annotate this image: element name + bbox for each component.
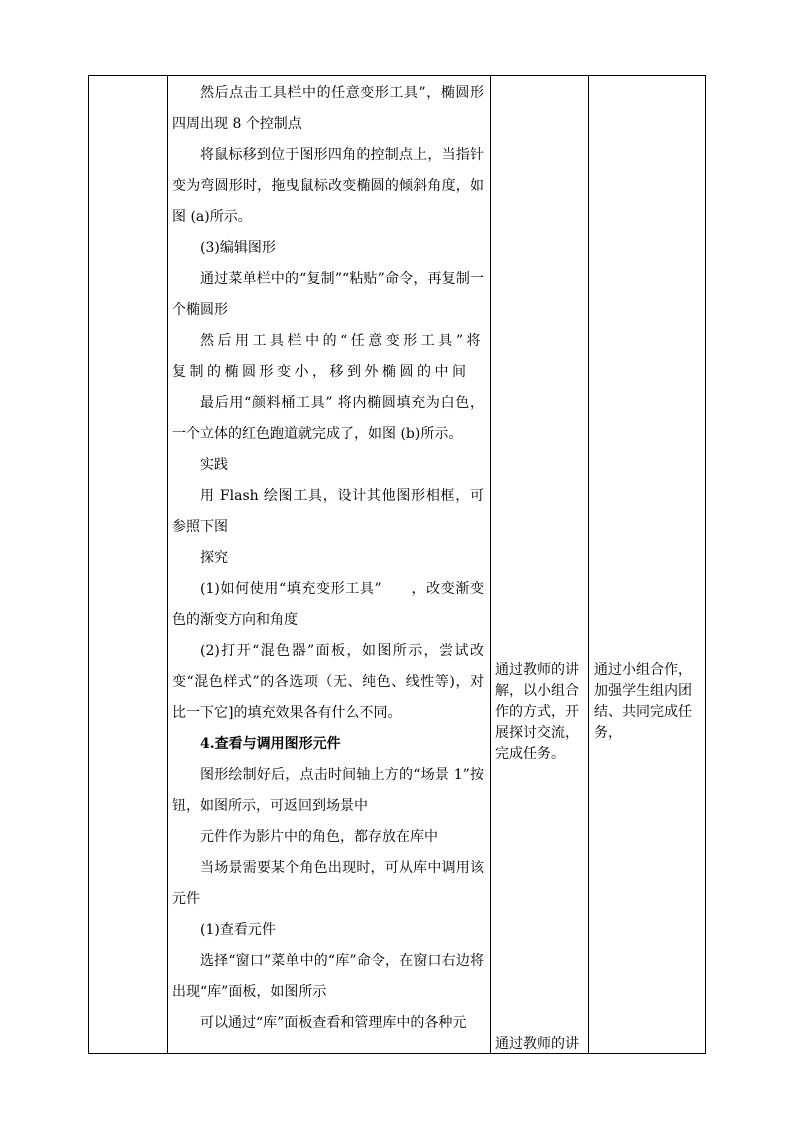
section-heading: (3)编辑图形 [200,240,276,256]
column-divider [588,75,589,1054]
section-heading: (1)查看元件 [200,922,276,938]
section-heading: 4.查看与调用图形元件 [200,736,341,752]
content-paragraph: 最后用“颜料桶工具” 将内椭圆填充为白色，一个立体的红色跑道就完成了，如图 (b)所示。 [172,395,484,442]
content-paragraph: (2)打开“混色器”面板，如图所示，尝试改变“混色样式”的各选项（无、纯色、线性等)，对比一下它]的填充效果各有什么不同。 [172,643,484,721]
teaching-content-cell [172,78,484,1039]
content-paragraph: 选择“窗口”菜单中的“库”命令，在窗口右边将出现“库”面板，如图所示 [172,953,484,1000]
section-heading: 实践 [200,457,228,473]
column-divider [167,75,168,1054]
teaching-method-text: 通过教师的讲解，以小组合作的方式，开展探讨交流，完成任务。 [495,662,579,762]
section-heading: 探究 [200,550,228,566]
content-paragraph: 然后点击工具栏中的任意变形工具”，椭圆形四周出现 8 个控制点 [172,85,484,132]
teaching-method-text: 通过教师的讲 [495,1036,579,1052]
design-intent-text: 通过小组合作，加强学生组内团结、共同完成任务， [594,662,692,741]
content-paragraph: 通过菜单栏中的“复制”“粘贴”命令，再复制一个椭圆形 [172,271,484,318]
content-paragraph: 当场景需要某个角色出现时，可从库中调用该元件 [172,860,484,907]
column-divider [490,75,491,1054]
content-paragraph: 元件作为影片中的角色，都存放在库中 [200,829,438,845]
content-paragraph: 图形绘制好后，点击时间轴上方的“场景 1”按钮，如图所示，可返回到场景中 [172,767,484,814]
content-paragraph: 然后用工具栏中的“任意变形工具”将复制的椭圆形变小，移到外椭圆的中间 [172,333,484,380]
content-paragraph: 将鼠标移到位于图形四角的控制点上，当指针变为弯圆形时，拖曳鼠标改变椭圆的倾斜角度，如图 (a)所示。 [172,147,484,225]
content-paragraph: 可以通过“库”面板查看和管理库中的各种元 [200,1015,467,1031]
content-paragraph: 用 Flash 绘图工具，设计其他图形相框，可参照下图 [172,488,484,535]
content-paragraph: (1)如何使用“填充变形工具” ，改变渐变色的渐变方向和角度 [172,581,484,628]
